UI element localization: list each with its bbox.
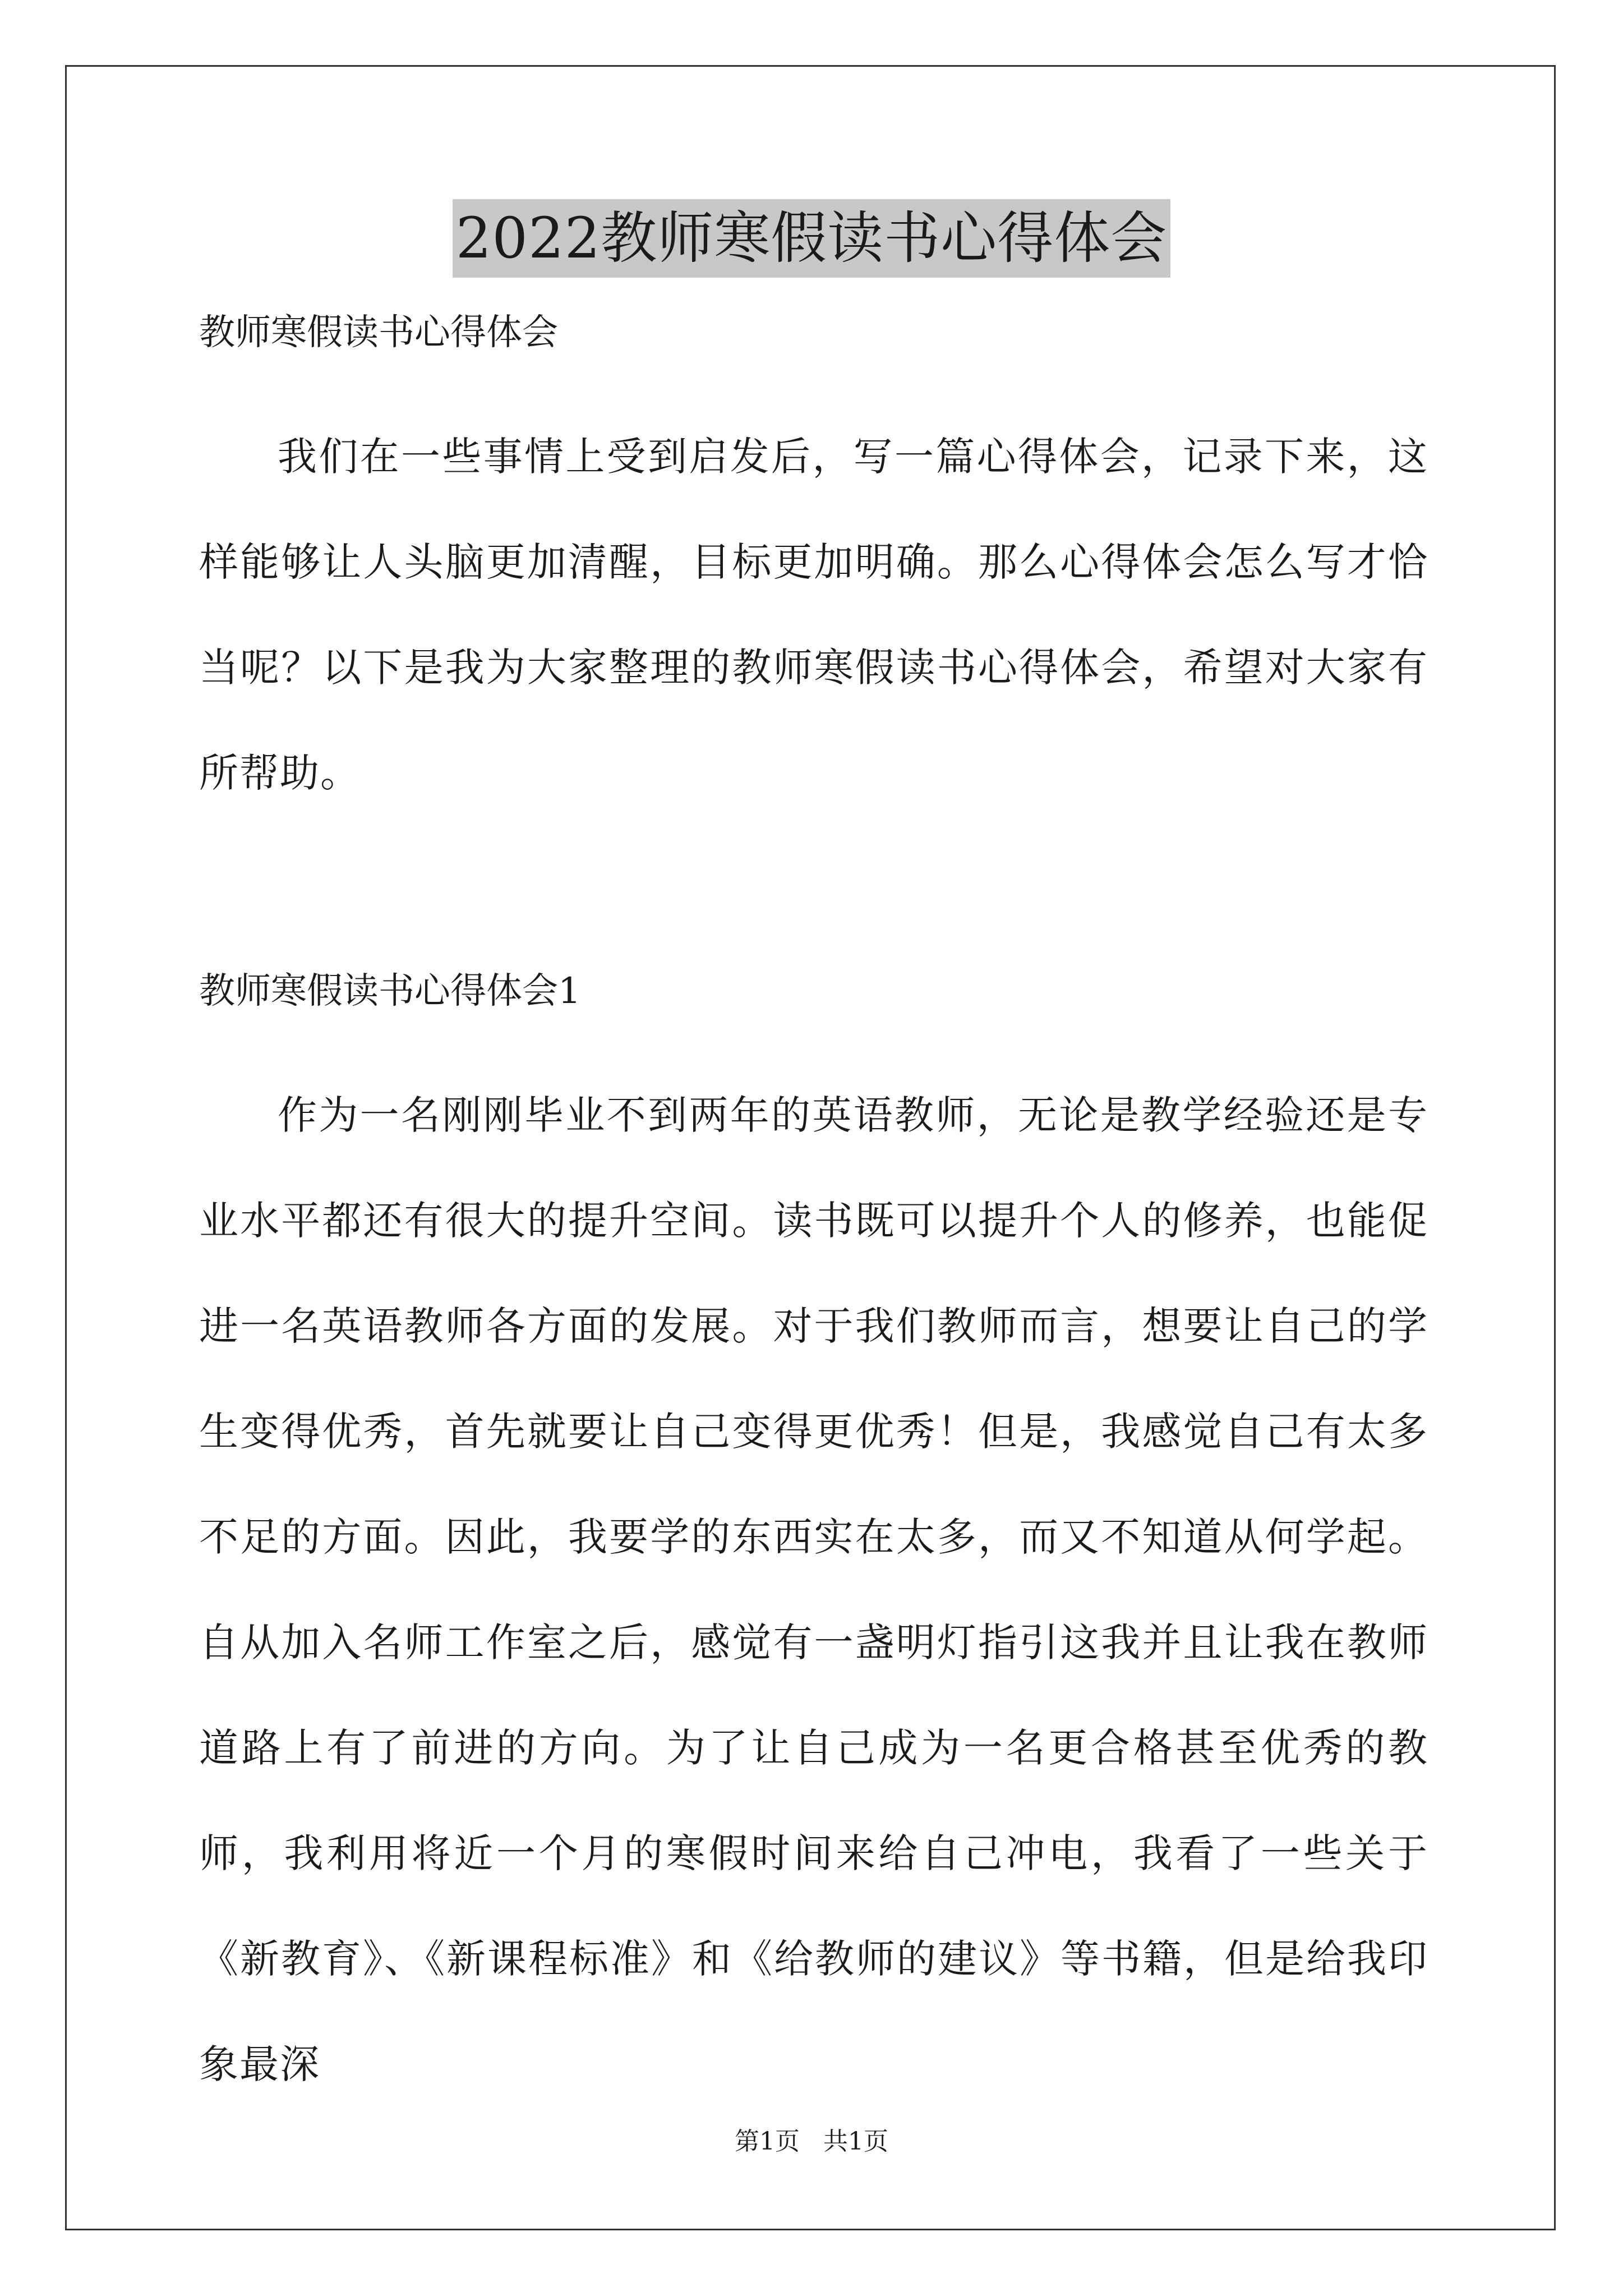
spacer bbox=[199, 1022, 1428, 1062]
section-paragraph: 作为一名刚刚毕业不到两年的英语教师，无论是教学经验还是专业水平都还有很大的提升空间。读书既可以提升个人的修养，也能促进一名英语教师各方面的发展。对于我们教师而言，想要让自己的学生变得优秀，首先就要让自己变得更优秀！但是，我感觉自己有太多不足的方面。因此，我要学的东西实在太多，而又不知道从何学起。自从加入名师工作室之后，感觉有一盏明灯指引这我并且让我在教师道路上有了前进的方向。为了让自己成为一名更合格甚至优秀的教师，我利用将近一个月的寒假时间来给自己冲电，我看了一些关于《新教育》、《新课程标准》和《给教师的建议》等书籍，但是给我印象最深 bbox=[199, 1092, 1428, 2087]
page-footer: 第1页 共1页 bbox=[735, 2127, 888, 2156]
document-subtitle: 教师寒假读书心得体会 bbox=[199, 312, 558, 353]
title-container bbox=[0, 199, 1623, 278]
section-heading: 教师寒假读书心得体会1 bbox=[199, 970, 581, 1012]
spacer bbox=[199, 826, 1428, 960]
document-body bbox=[199, 302, 1428, 2117]
document-title: 2022教师寒假读书心得体会 bbox=[453, 199, 1171, 278]
intro-paragraph: 我们在一些事情上受到启发后，写一篇心得体会，记录下来，这样能够让人头脑更加清醒，目标更加明确。那么心得体会怎么写才恰当呢？以下是我为大家整理的教师寒假读书心得体会，希望对大家有所帮助。 bbox=[199, 434, 1428, 796]
spacer bbox=[199, 364, 1428, 404]
